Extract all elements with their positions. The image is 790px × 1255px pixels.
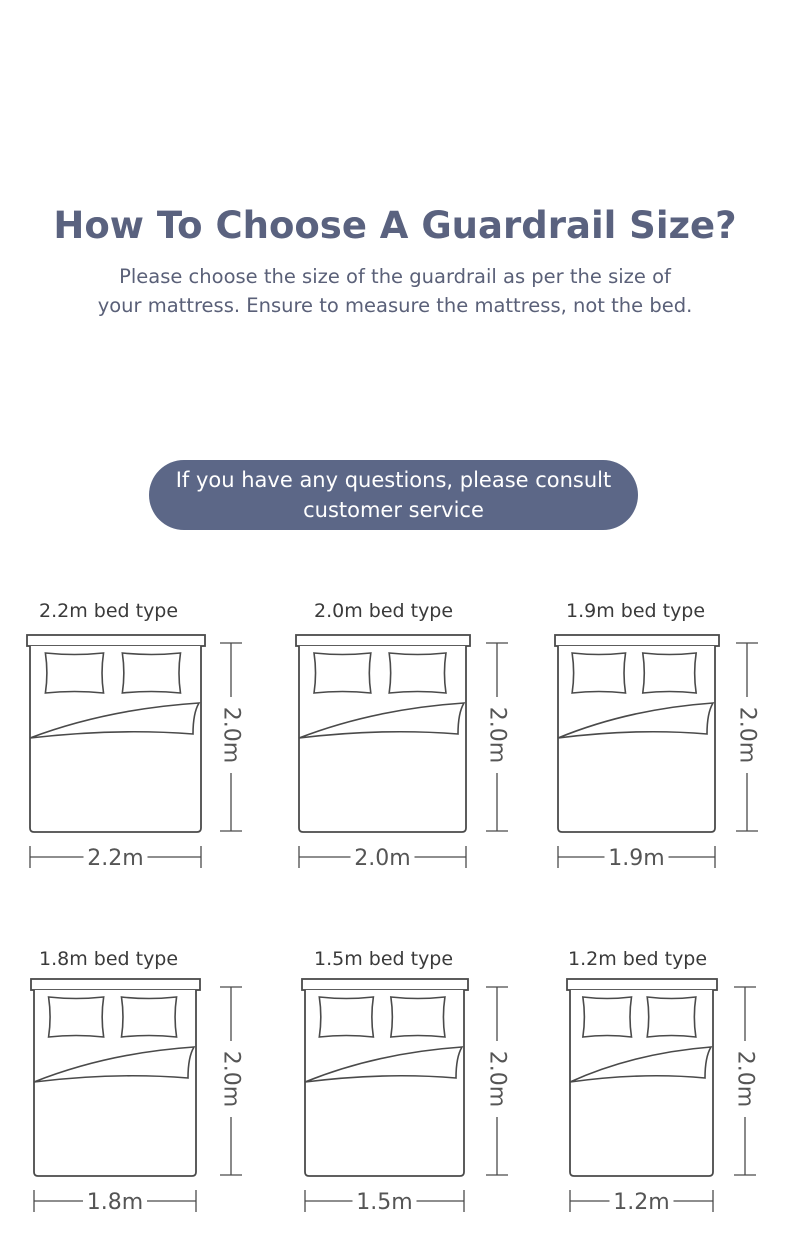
width-label: 1.2m bbox=[613, 1190, 670, 1215]
page-title: How To Choose A Guardrail Size? bbox=[53, 204, 737, 247]
width-label: 1.8m bbox=[86, 1190, 144, 1215]
bed-type-label: 1.5m bed type bbox=[314, 948, 454, 970]
width-label: 1.5m bbox=[356, 1190, 413, 1215]
bed-type-label: 1.9m bed type bbox=[566, 600, 706, 622]
length-label: 2.0m bbox=[732, 1050, 758, 1108]
length-label: 2.0m bbox=[734, 706, 760, 764]
length-label: 2.0m bbox=[218, 1050, 244, 1108]
subtitle-line-1: Please choose the size of the guardrail as per the size of bbox=[119, 265, 671, 288]
bed-type-label: 1.8m bed type bbox=[39, 948, 179, 970]
length-label: 2.0m bbox=[484, 1050, 510, 1108]
width-label: 1.9m bbox=[608, 846, 665, 871]
pillow-icon bbox=[583, 997, 632, 1037]
headboard bbox=[567, 979, 717, 990]
subtitle-line-2: your mattress. Ensure to measure the mattress, not the bed. bbox=[97, 294, 693, 317]
cta-line-2: customer service bbox=[303, 498, 484, 522]
cta-line-1: If you have any questions, please consult bbox=[175, 468, 612, 492]
bed-type-label: 1.2m bed type bbox=[568, 948, 708, 970]
pillow-icon bbox=[647, 997, 696, 1037]
bed-type-label: 2.0m bed type bbox=[314, 600, 454, 622]
length-label: 2.0m bbox=[218, 706, 244, 764]
bed-type-label: 2.2m bed type bbox=[39, 600, 179, 622]
width-label: 2.2m bbox=[87, 846, 144, 871]
length-label: 2.0m bbox=[484, 706, 510, 764]
width-label: 2.0m bbox=[354, 846, 411, 871]
